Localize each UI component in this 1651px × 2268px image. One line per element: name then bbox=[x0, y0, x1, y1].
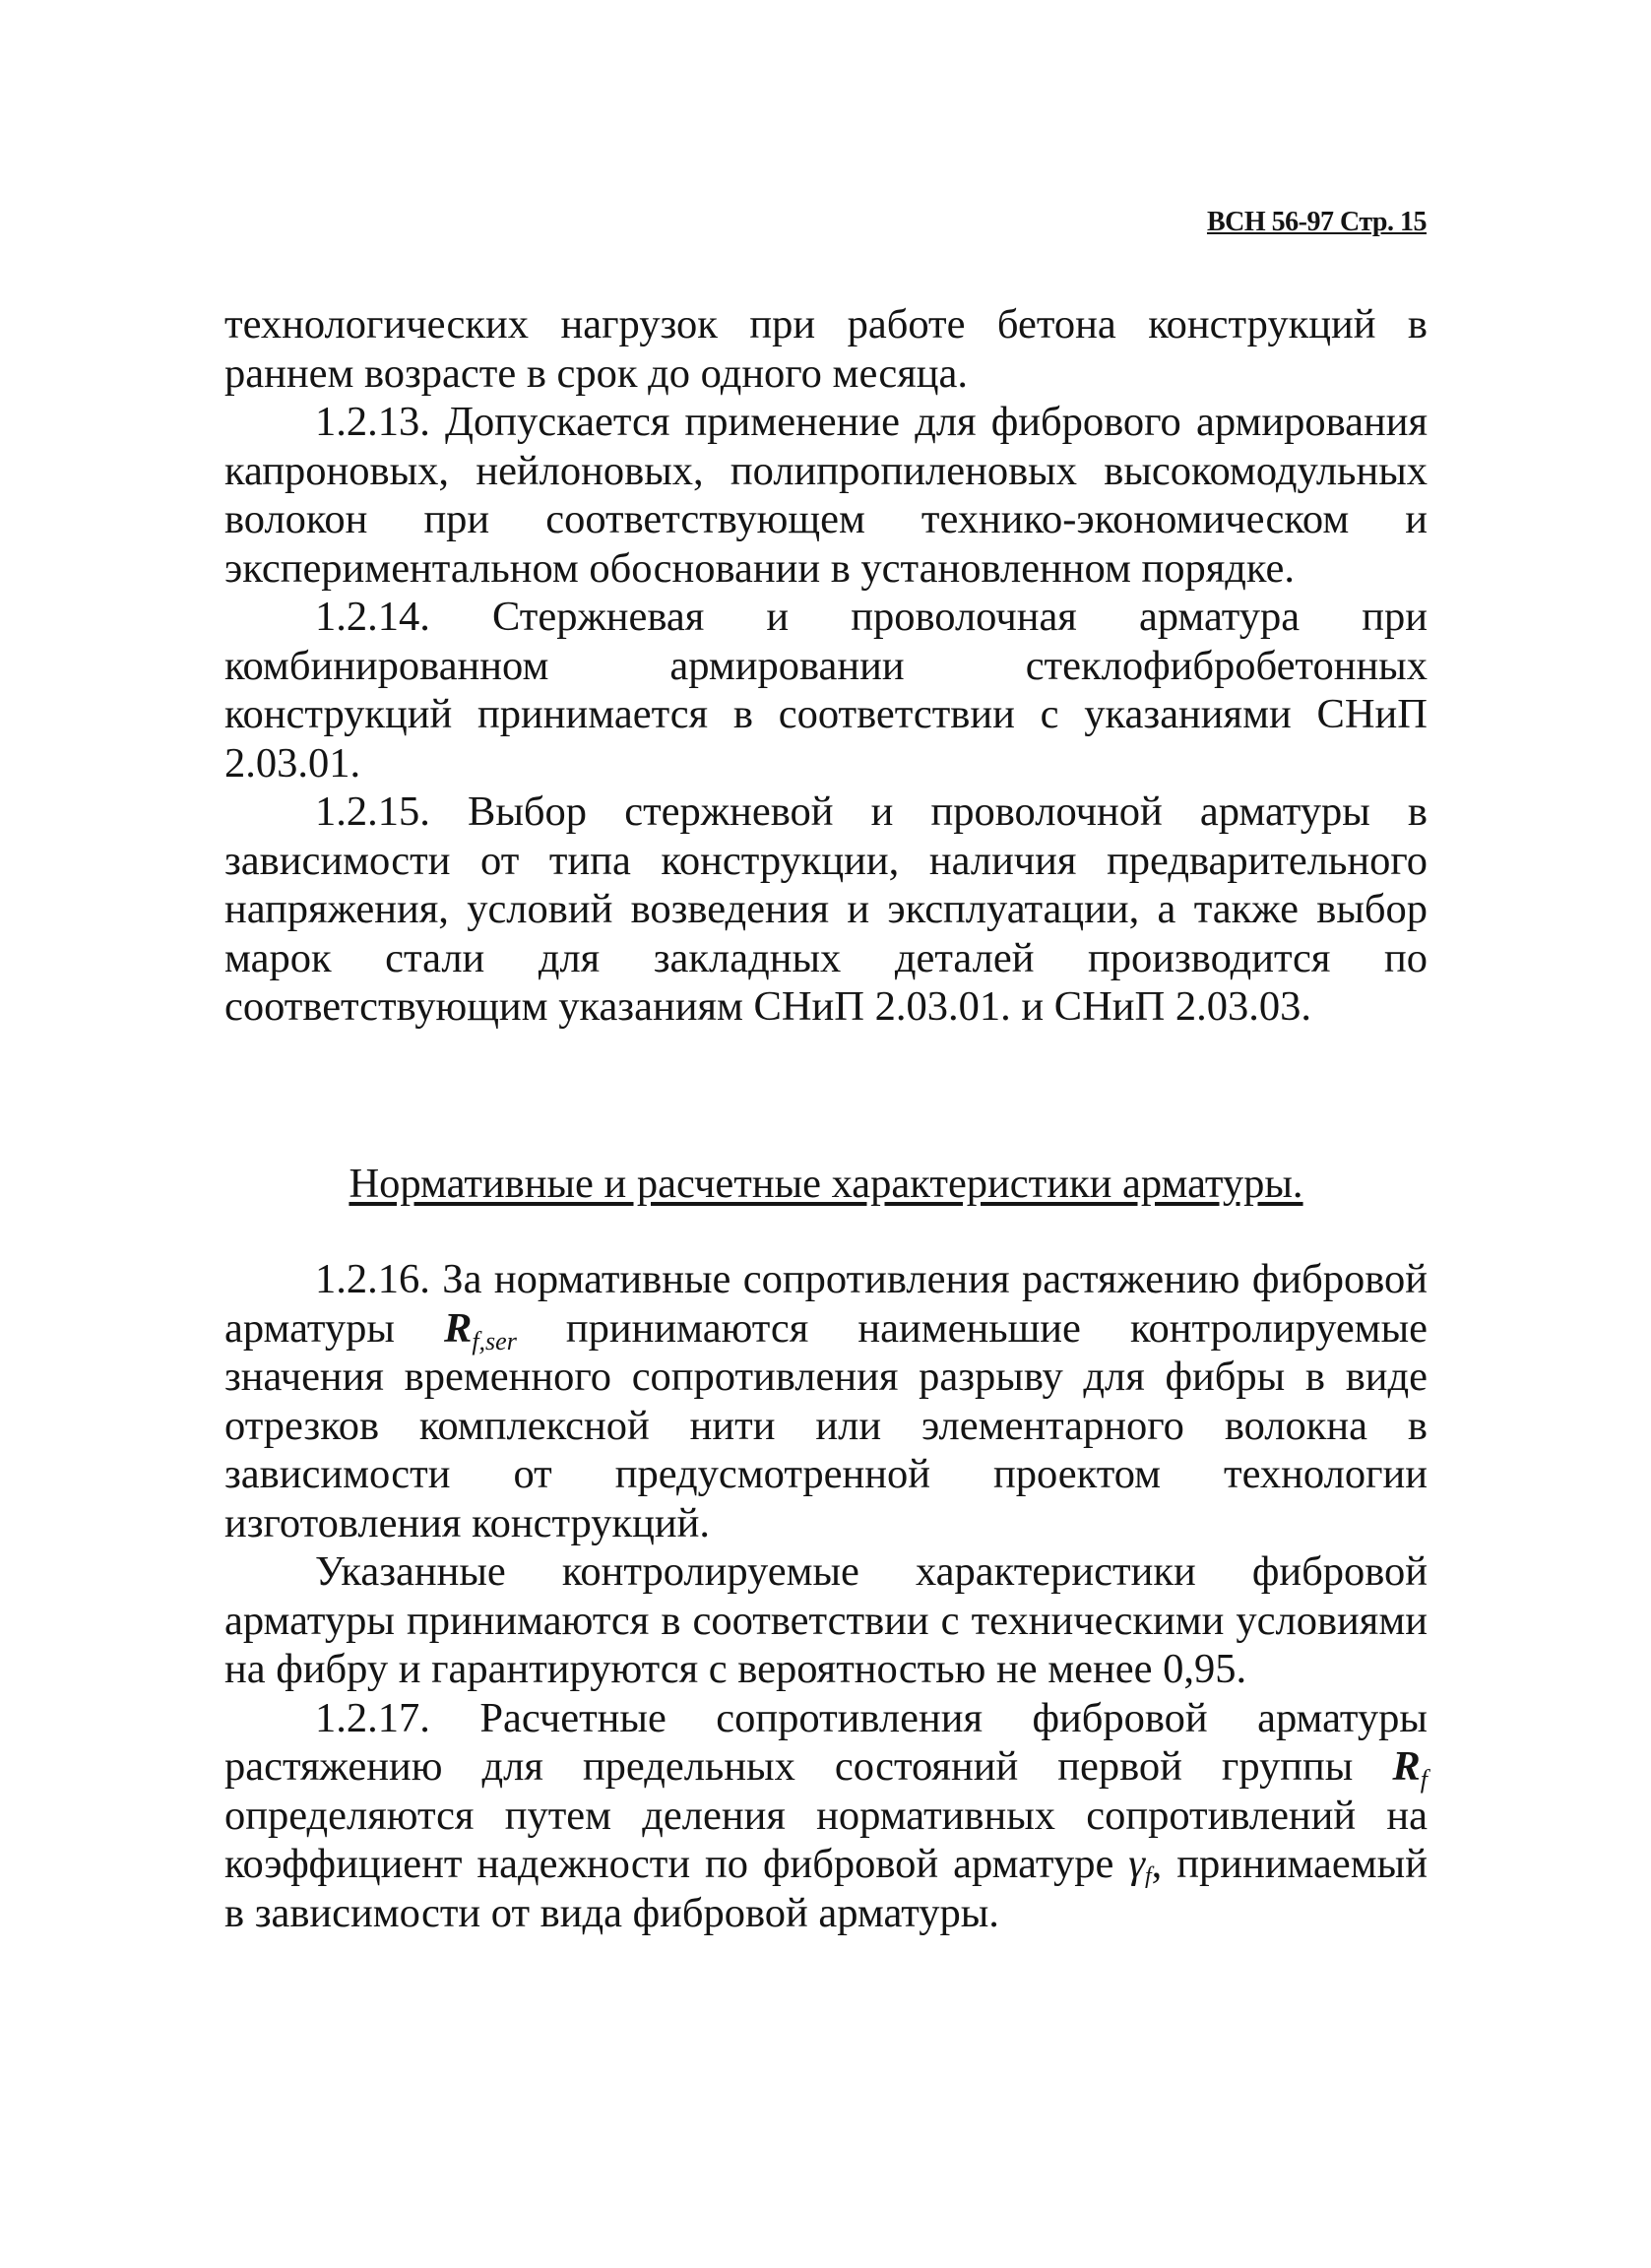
p1217-text-after: , принимаемый в зависимости от вида фибровой арматуры. bbox=[224, 1841, 1428, 1936]
symbol-subscript-gamma-f: f bbox=[1145, 1863, 1152, 1889]
symbol-r: R bbox=[1392, 1743, 1421, 1790]
symbol-gamma-f bbox=[1128, 1841, 1151, 1887]
body-top bbox=[224, 300, 1428, 1032]
paragraph-1-2-17 bbox=[224, 1694, 1428, 1938]
continued-paragraph: технологических нагрузок при работе бетона конструкций в раннем возрасте в срок до одного месяца. bbox=[224, 301, 1428, 397]
p1217-text-before: 1.2.17. Расчетные сопротивления фибровой арматуры растяжению для предельных состояний первой группы bbox=[224, 1694, 1428, 1790]
symbol-subscript-f: f bbox=[1420, 1765, 1428, 1794]
symbol-subscript-f-ser: f,ser bbox=[472, 1326, 517, 1355]
p1217-text-middle: определяются путем деления нормативных сопротивлений на коэффициент надежности по фибровой арматуре bbox=[224, 1792, 1428, 1887]
page-header-reference: ВСН 56-97 Стр. 15 bbox=[1206, 207, 1427, 237]
symbol-r: R bbox=[443, 1304, 473, 1352]
symbol-gamma: γ bbox=[1128, 1841, 1145, 1887]
paragraph-1-2-14: 1.2.14. Стержневая и проволочная арматура при комбинированном армировании стеклофибробетонных конструкций принимается в соответствии с указаниями СНиП 2.03.01. bbox=[224, 594, 1428, 787]
section-heading: Нормативные и расчетные характеристики арматуры. bbox=[349, 1161, 1303, 1207]
paragraph-note: Указанные контролируемые характеристики фибровой арматуры принимаются в соответствии с техническими условиями на фибру и гарантируются с вероятностью не менее 0,95. bbox=[224, 1548, 1428, 1692]
symbol-r-f bbox=[1392, 1743, 1428, 1794]
body-bottom bbox=[224, 1255, 1428, 1937]
symbol-r-f-ser bbox=[443, 1304, 517, 1355]
paragraph-1-2-13: 1.2.13. Допускается применение для фибрового армирования капроновых, нейлоновых, полипропиленовых высокомодульных волокон при соответствующем технико-экономическом и экспериментальном обосновании в установленном порядке. bbox=[224, 399, 1428, 592]
p1216-text-after: принимаются наименьшие контролируемые значения временного сопротивления разрыву для фибры в виде отрезков комплексной нити или элементарного волокна в зависимости от предусмотренной проектом технологии изготовления конструкций. bbox=[224, 1304, 1428, 1546]
p1216-text-before: 1.2.16. За нормативные сопротивления растяжению фибровой арматуры bbox=[224, 1256, 1428, 1352]
paragraph-1-2-15: 1.2.15. Выбор стержневой и проволочной арматуры в зависимости от типа конструкции, наличия предварительного напряжения, условий возведения и эксплуатации, а также выбор марок стали для закладных деталей производится по соответствующим указаниям СНиП 2.03.01. и СНиП 2.03.03. bbox=[224, 788, 1428, 1030]
paragraph-1-2-16 bbox=[224, 1255, 1428, 1547]
